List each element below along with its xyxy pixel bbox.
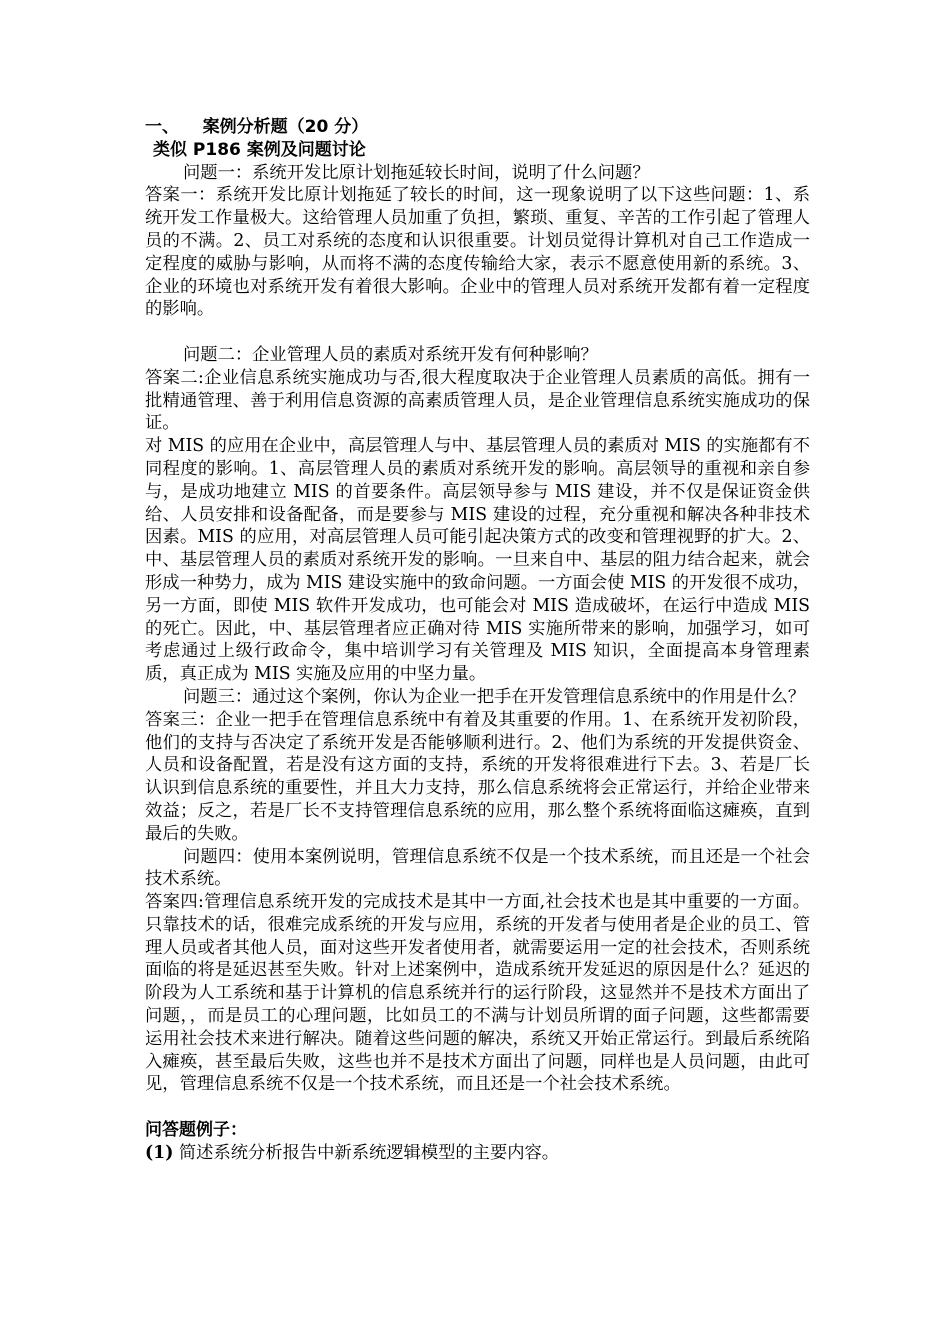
question-3: 问题三：通过这个案例，你认为企业一把手在开发管理信息系统中的作用是什么？ — [183, 686, 806, 707]
answer-2-paragraph-2: 对 MIS 的应用在企业中，高层管理人与中、基层管理人员的素质对 MIS 的实施都有不同程度的影响。1、高层管理人员的素质对系统开发的影响。高层领导的重视和亲自参与，是成功地建立 MIS 的首要条件。高层领导参与 MIS 建设，并不仅是保证资金供给、人员安排和设备配备，而是要参与 MIS 建设的过程，充分重视和解决各种非技术因素。MIS 的应用，对高层管理人员可能引起决策方式的改变和管理视野的扩大。2、中、基层管理人员的素质对系统开发的影响。一旦来自中、基层的阻力结合起来，就会形成一种势力，成为 MIS 建设实施中的致命问题。一方面会使 MIS 的开发很不成功，另一方面，即使 MIS 软件开发成功，也可能会对 MIS 造成破坏，在运行中造成 MIS 的死亡。因此，中、基层管理者应正确对待 MIS 实施所带来的影响，加强学习，如可考虑通过上级行政命令，集中培训学习有关管理及 MIS 知识，全面提高本身管理素质，真正成为 MIS 实施及应用的中坚力量。 — [145, 436, 810, 685]
answer-2-paragraph-1: 答案二:企业信息系统实施成功与否,很大程度取决于企业管理人员素质的高低。拥有一批精通管理、善于利用信息资源的高素质管理人员，是企业管理信息系统实施成功的保证。 — [145, 367, 810, 434]
document-page — [145, 116, 810, 1165]
subheading: 类似 P186 案例及问题讨论 — [153, 139, 366, 160]
section-heading: 一、 案例分析题（20 分） — [145, 117, 369, 137]
question-1: 问题一：系统开发比原计划拖延较长时间，说明了什么问题？ — [183, 162, 650, 183]
qa-item-text: 简述系统分析报告中新系统逻辑模型的主要内容。 — [173, 1142, 560, 1163]
question-4: 问题四：使用本案例说明，管理信息系统不仅是一个技术系统，而且还是一个社会技术系统。 — [145, 846, 810, 890]
answer-1: 答案一：系统开发比原计划拖延了较长的时间，这一现象说明了以下这些问题：1、系统开发工作量极大。这给管理人员加重了负担，繁琐、重复、辛苦的工作引起了管理人员的不满。2、员工对系统的态度和认识很重要。计划员觉得计算机对自己工作造成一定程度的威胁与影响，从而将不满的态度传输给大家，表示不愿意使用新的系统。3、企业的环境也对系统开发有着很大影响。企业中的管理人员对系统开发都有着一定程度的影响。 — [145, 185, 810, 320]
blank-line — [145, 321, 810, 344]
qa-heading: 问答题例子： — [145, 1120, 247, 1141]
answer-4: 答案四:管理信息系统开发的完成技术是其中一方面,社会技术也是其中重要的一方面。只靠技术的话，很难完成系统的开发与应用，系统的开发者与使用者是企业的员工、管理人员或者其他人员，面对这些开发者使用者，就需要运用一定的社会技术，否则系统面临的将是延迟甚至失败。针对上述案例中，造成系统开发延迟的原因是什么？延迟的阶段为人工系统和基于计算机的信息系统并行的运行阶段，这显然并不是技术方面出了问题，，而是员工的心理问题，比如员工的不满与计划员所谓的面子问题，这些都需要运用社会技术来进行解决。随着这些问题的解决，系统又开始正常运行。到最后系统陷入瘫痪，甚至最后失败，这些也并不是技术方面出了问题，同样也是人员问题，由此可见，管理信息系统不仅是一个技术系统，而且还是一个社会技术系统。 — [145, 892, 810, 1095]
answer-3: 答案三：企业一把手在管理信息系统中有着及其重要的作用。1、在系统开发初阶段，他们的支持与否决定了系统开发是否能够顺利进行。2、他们为系统的开发提供资金、人员和设备配置，若是没有这方面的支持，系统的开发将很难进行下去。3、若是厂长认识到信息系统的重要性，并且大力支持，那么信息系统将会正常运行，并给企业带来效益；反之，若是厂长不支持管理信息系统的应用，那么整个系统将面临这瘫痪，直到最后的失败。 — [145, 709, 810, 844]
qa-item-1 — [145, 1142, 810, 1165]
question-2: 问题二：企业管理人员的素质对系统开发有何种影响？ — [183, 344, 598, 365]
qa-item-number: (1) — [145, 1142, 174, 1163]
blank-line — [145, 1096, 810, 1119]
